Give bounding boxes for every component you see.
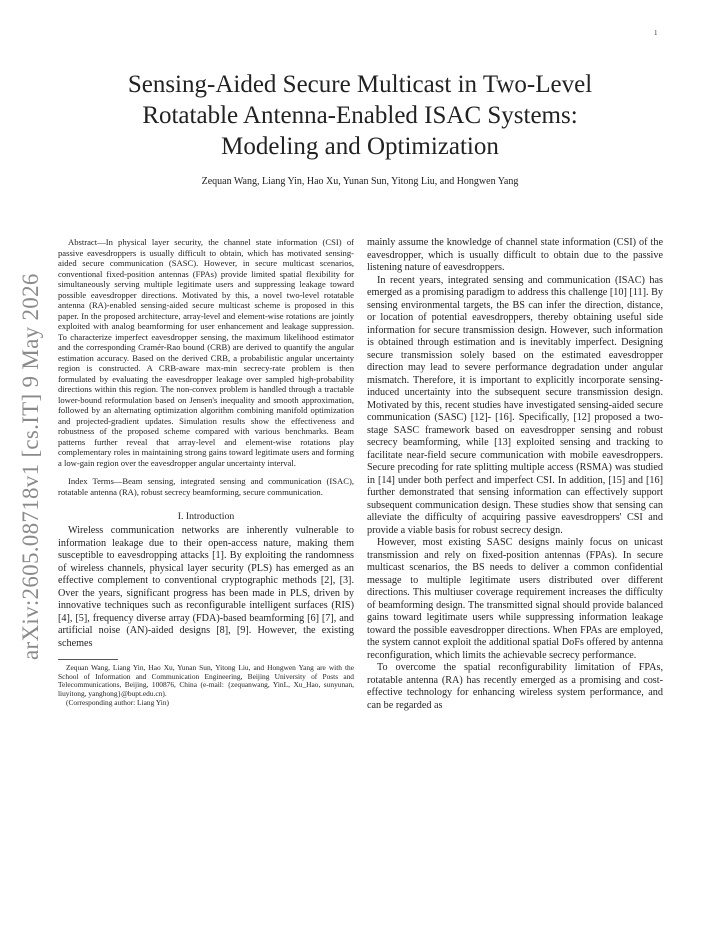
title-line-3: Modeling and Optimization [221,133,499,160]
right-column [367,237,663,712]
title-line-1: Sensing-Aided Secure Multicast in Two-Level [127,71,593,98]
abstract: Abstract—In physical layer security, the channel state information (CSI) of passive eavesdroppers is usually difficult to obtain, which has motivated sensing-aided secure communication (SASC). However, in secure multicast scenarios, conventional fixed-position antennas (FPAs) provide limited spatial flexibility for simultaneously serving multiple legitimate users and suppressing leakage toward possible eavesdropper directions. Motivated by this, a novel two-level rotatable antenna (RA)-enabled sensing-aided secure multicast scheme is proposed in this paper. In the proposed architecture, array-level and element-wise rotations are jointly exploited with analog beamforming for user enhancement and leakage suppression. To characterize imperfect eavesdropper sensing, the maximum likelihood estimator and the corresponding Cramér-Rao bound (CRB) are derived to quantify the angular estimation accuracy. Based on the derived CRB, a probabilistic angular uncertainty region is constructed. A CRB-aware max-min secrecy-rate problem is then formulated by evaluating the eavesdropper leakage over sampled high-probability directions within this region. The non-convex problem is handled through a tractable lower-bound reformulation based on Jensen's inequality and smooth approximation, followed by an alternating optimization algorithm combining manifold optimization and projected-gradient updates. Simulation results show the effectiveness and robustness of the proposed scheme compared with various benchmarks. Beam patterns further reveal that array-level and element-wise rotations play complementary roles in maintaining strong gains toward legitimate users and forming a low-gain region over the eavesdropper angular uncertainty interval. [58,237,354,468]
left-column [58,237,354,707]
footnote-divider [58,659,118,660]
title-line-2: Rotatable Antenna-Enabled ISAC Systems: [142,102,578,129]
arxiv-identifier-stamp: arXiv:2605.08718v1 [cs.IT] 9 May 2026 [18,273,43,660]
intro-paragraph-multicast: However, most existing SASC designs mainly focus on unicast transmission and rely on fixed-position antennas (FPAs). In secure multicast scenarios, the BS needs to deliver a common confidential message to multiple legitimate users distributed over different directions. This multiuser coverage requirement increases the difficulty of beamforming design. The transmitted signal should provide balanced gains toward legitimate users while suppressing information leakage toward the possible eavesdropper directions. When FPAs are employed, the system cannot exploit the additional spatial DoFs offered by antenna reconfiguration, which limits the achievable secrecy performance. [367,537,663,661]
intro-paragraph-continued: mainly assume the knowledge of channel state information (CSI) of the eavesdropper, which is usually difficult to obtain due to the passive listening nature of eavesdroppers. [367,237,663,273]
paper-title [60,69,660,162]
author-list: Zequan Wang, Liang Yin, Hao Xu, Yunan Sun, Yitong Liu, and Hongwen Yang [201,176,519,187]
index-terms: Index Terms—Beam sensing, integrated sensing and communication (ISAC), rotatable antenna (RA), robust secrecy beamforming, secure communication. [58,476,354,497]
corresponding-author-footnote: (Corresponding author: Liang Yin) [66,697,169,707]
intro-paragraph-isac: In recent years, integrated sensing and communication (ISAC) has emerged as a promising paradigm to address this challenge [10] [11]. By sensing environmental targets, the BS can infer the direction, distance, or location of potential eavesdroppers, thereby obtaining useful side information for secure transmission design. However, such information is obtained through estimation and is inevitably imperfect. Designing secure transmission solely based on the estimated eavesdropper direction may lead to severe performance degradation under angular mismatch. Therefore, it is important to explicitly incorporate sensing-induced uncertainty into the subsequent secure transmission design. Motivated by this, recent studies have investigated sensing-aided secure communication (SASC) [12]- [16]. Specifically, [12] proposed a two-stage SASC framework based on eavesdropper sensing and robust secrecy beamforming, while [13] exploited sensing and tracking to facilitate near-field secure communication with mobile eavesdroppers. Secure precoding for rate splitting multiple access (RSMA) was studied in [14] under both perfect and imperfect CSI. In addition, [15] and [16] further demonstrated that sensing information can effectively support subsequent communication design. These studies show that sensing can alleviate the difficulty of acquiring passive eavesdroppers' CSI and provide a viable basis for robust secrecy design. [367,274,663,536]
intro-paragraph-rotatable-antenna: To overcome the spatial reconfigurability limitation of FPAs, rotatable antenna (RA) has recently emerged as a promising and cost-effective technology for enhancing wireless system performance, and can be regarded as [367,662,663,711]
page-number: 1 [654,29,658,37]
author-affiliation-footnote: Zequan Wang, Liang Yin, Hao Xu, Yunan Sun, Yitong Liu, and Hongwen Yang are with the School of Information and Communication Engineering, Beijing University of Posts and Telecommunications, Beijing, 100876, China (e-mail: {zequanwang, YinL, Xu_Hao, sunyunan, liuyitong, yanghong}@bupt.edu.cn). [58,663,354,699]
section-heading-introduction: I. Introduction [177,511,235,522]
intro-paragraph-1: Wireless communication networks are inherently vulnerable to information leakage due to their open-access nature, making them susceptible to eavesdropping attacks [1]. By exploiting the randomness of wireless channels, physical layer security (PLS) has emerged as an effective complement to conventional cryptographic methods [2], [3]. Over the years, significant progress has been made in PLS, driven by innovative techniques such as reconfigurable intelligent surfaces (RIS) [4], [5], frequency diverse array (FDA)-based beamforming [6] [7], and artificial noise (AN)-aided designs [8], [9]. However, the existing schemes [58,525,354,649]
